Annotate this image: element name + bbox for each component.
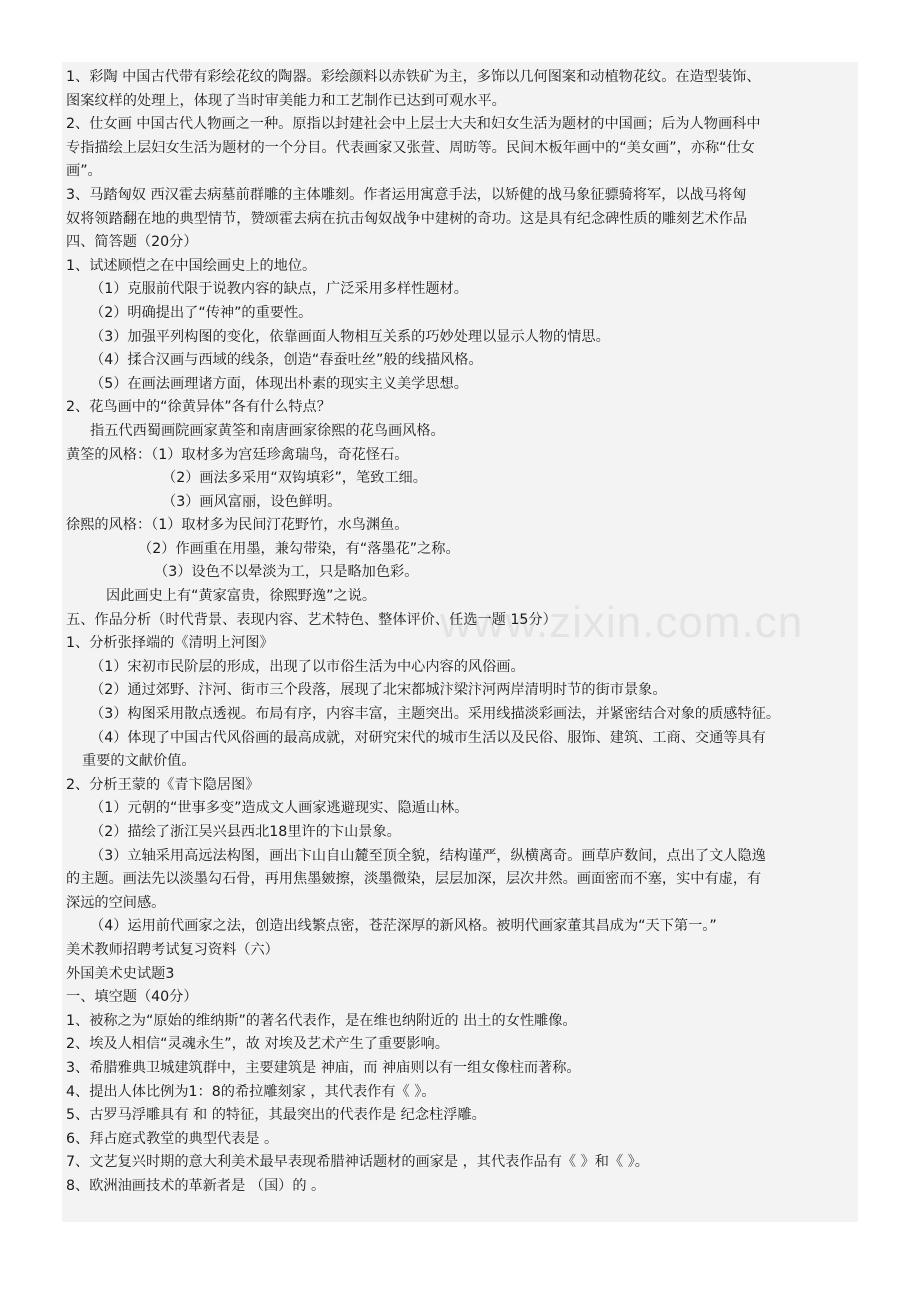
list-item: （2）作画重在用墨，兼勾带染，有“落墨花”之称。 bbox=[138, 540, 460, 557]
fill-blank-question: 6、拜占庭式教堂的典型代表是 。 bbox=[66, 1130, 279, 1147]
text-line: 图案纹样的处理上，体现了当时审美能力和工艺制作已达到可观水平。 bbox=[66, 92, 506, 109]
question-title: 2、花鸟画中的“徐黄异体”各有什么特点？ bbox=[66, 399, 331, 416]
fill-blank-question: 8、欧洲油画技术的革新者是 （国）的 。 bbox=[66, 1177, 326, 1194]
text-line: 因此画史上有“黄家富贵，徐熙野逸”之说。 bbox=[106, 588, 377, 605]
section-heading: 五、作品分析（时代背景、表现内容、艺术特色、整体评价、任选一题 15分） bbox=[66, 611, 557, 628]
list-item: （3）加强平列构图的变化，依靠画面人物相互关系的巧妙处理以显示人物的情思。 bbox=[90, 328, 610, 345]
text-line: 黄筌的风格：（1）取材多为宫廷珍禽瑞鸟，奇花怪石。 bbox=[66, 446, 409, 463]
text-line: 专指描绘上层妇女生活为题材的一个分目。代表画家又张萱、周昉等。民间木板年画中的“美女画”，亦称“仕女 bbox=[66, 139, 755, 156]
fill-blank-question: 5、古罗马浮雕具有 和 的特征，其最突出的代表作是 纪念柱浮雕。 bbox=[66, 1107, 486, 1124]
list-item: （4）运用前代画家之法，创造出线繁点密，苍茫深厚的新风格。被明代画家董其昌成为“天下第一。” bbox=[90, 918, 717, 935]
list-item: （3）构图采用散点透视。布局有序，内容丰富，主题突出。采用线描淡彩画法，并紧密结合对象的质感特征。 bbox=[90, 706, 781, 723]
text-line: 重要的文献价值。 bbox=[82, 753, 196, 770]
list-item: （4）体现了中国古代风俗画的最高成就，对研究宋代的城市生活以及民俗、服饰、建筑、工商、交通等具有 bbox=[90, 729, 766, 746]
list-item: （4）揉合汉画与西域的线条，创造“春蚕吐丝”般的线描风格。 bbox=[90, 352, 483, 369]
list-item: （3）设色不以晕淡为工，只是略加色彩。 bbox=[154, 564, 419, 581]
fill-blank-question: 7、文艺复兴时期的意大利美术最早表现希腊神话题材的画家是 ，其代表作品有《 》和《 》。 bbox=[66, 1154, 649, 1171]
list-item: （1）元朝的“世事多变”造成文人画家逃避现实、隐遁山林。 bbox=[90, 800, 469, 817]
list-item: （1）克服前代限于说教内容的缺点，广泛采用多样性题材。 bbox=[90, 281, 468, 298]
text-line: 指五代西蜀画院画家黄筌和南唐画家徐熙的花鸟画风格。 bbox=[90, 422, 445, 439]
fill-blank-question: 4、提出人体比例为1：8的希拉雕刻家 ，其代表作有《 》。 bbox=[66, 1083, 436, 1100]
text-line: 奴将领踏翻在地的典型情节，赞颂霍去病在抗击匈奴战争中建树的奇功。这是具有纪念碑性质的雕刻艺术作品 bbox=[66, 210, 748, 227]
list-item: （1）宋初市民阶层的形成，出现了以市俗生活为中心内容的风俗画。 bbox=[90, 658, 525, 675]
list-item: （3）画风富丽，设色鲜明。 bbox=[162, 493, 342, 510]
document-title: 美术教师招聘考试复习资料（六） bbox=[66, 941, 279, 958]
text-line: 画”。 bbox=[66, 163, 102, 180]
fill-blank-question: 3、希腊雅典卫城建筑群中，主要建筑是 神庙，而 神庙则以有一组女像柱而著称。 bbox=[66, 1059, 581, 1076]
text-line: 深远的空间感。 bbox=[66, 894, 166, 911]
list-item: （2）画法多采用“双钩填彩”，笔致工细。 bbox=[162, 470, 427, 487]
question-title: 1、试述顾恺之在中国绘画史上的地位。 bbox=[66, 257, 317, 274]
document-body bbox=[66, 66, 856, 1199]
question-title: 2、分析王蒙的《青卞隐居图》 bbox=[66, 776, 260, 793]
fill-blank-question: 2、埃及人相信“灵魂永生”，故 对埃及艺术产生了重要影响。 bbox=[66, 1036, 449, 1053]
watermark: www.zixin.com.cn bbox=[440, 598, 804, 647]
text-line: 3、马踏匈奴 西汉霍去病墓前群雕的主体雕刻。作者运用寓意手法，以矫健的战马象征骠骑将军，以战马将匈 bbox=[66, 186, 747, 203]
list-item: （3）立轴采用高远法构图，画出卞山自山麓至顶全貌，结构谨严，纵横离奇。画草庐数间，点出了文人隐逸 bbox=[90, 847, 766, 864]
question-title: 1、分析张择端的《清明上河图》 bbox=[66, 635, 274, 652]
text-line: 1、彩陶 中国古代带有彩绘花纹的陶器。彩绘颜料以赤铁矿为主，多饰以几何图案和动植物花纹。在造型装饰、 bbox=[66, 69, 761, 85]
text-line: 2、仕女画 中国古代人物画之一种。原指以封建社会中上层士大夫和妇女生活为题材的中国画；后为人物画科中 bbox=[66, 116, 761, 133]
list-item: （2）通过郊野、汴河、街市三个段落，展现了北宋都城汴梁汴河两岸清明时节的街市景象。 bbox=[90, 682, 667, 699]
section-heading: 一、填空题（40分） bbox=[66, 989, 198, 1006]
text-line: 徐熙的风格：（1）取材多为民间汀花野竹，水鸟渊鱼。 bbox=[66, 517, 409, 534]
list-item: （2）明确提出了“传神”的重要性。 bbox=[90, 304, 313, 321]
fill-blank-question: 1、被称之为“原始的维纳斯”的著名代表作，是在维也纳附近的 出土的女性雕像。 bbox=[66, 1012, 577, 1029]
section-heading: 四、简答题（20分） bbox=[66, 234, 198, 251]
exam-title: 外国美术史试题3 bbox=[66, 965, 175, 982]
text-line: 的主题。画法先以淡墨勾石骨，再用焦墨皴擦，淡墨微染，层层加深，层次井然。画面密而不塞，实中有虚，有 bbox=[66, 871, 762, 888]
list-item: （5）在画法画理诸方面，体现出朴素的现实主义美学思想。 bbox=[90, 375, 468, 392]
list-item: （2）描绘了浙江吴兴县西北18里许的卞山景象。 bbox=[90, 824, 401, 840]
